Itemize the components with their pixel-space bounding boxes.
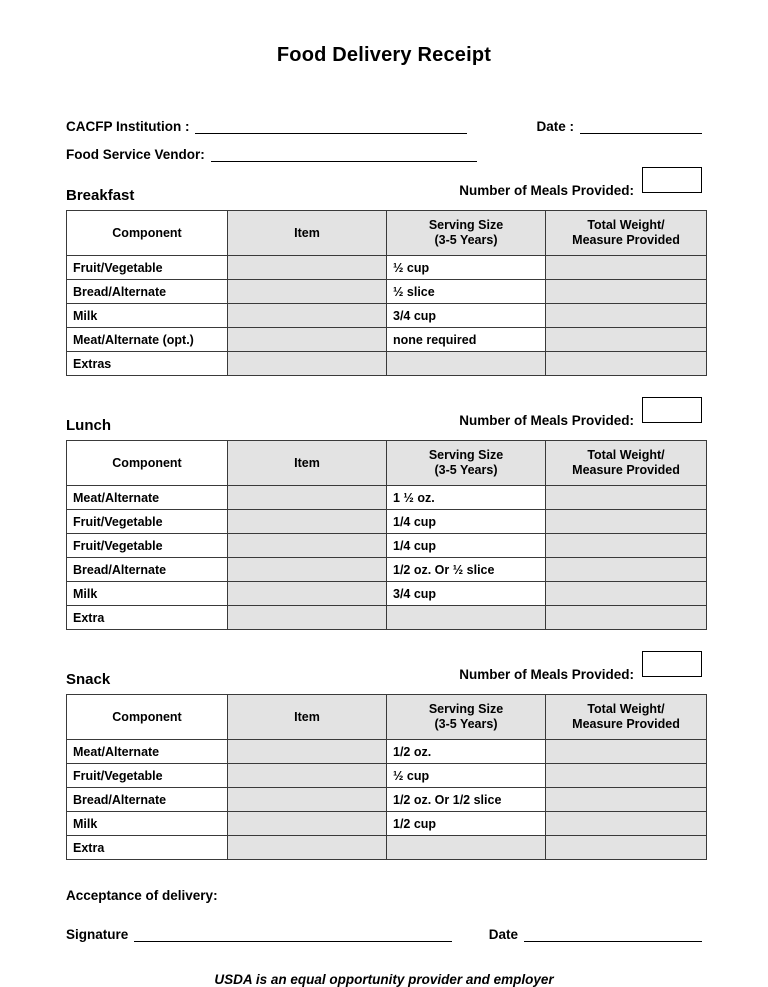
lunch-meals-label: Number of Meals Provided: <box>459 412 634 428</box>
row-total[interactable] <box>546 256 707 280</box>
vendor-row <box>66 147 702 162</box>
table-row <box>67 280 707 304</box>
table-row <box>67 256 707 280</box>
row-serving: 3/4 cup <box>387 582 546 606</box>
header-serving-size <box>387 695 546 740</box>
serving-size-line1: Serving Size <box>428 218 504 232</box>
table-row <box>67 486 707 510</box>
table-header-row <box>67 441 707 486</box>
serving-size-line1: Serving Size <box>428 702 504 716</box>
footer <box>66 888 702 987</box>
table-row <box>67 606 707 630</box>
row-serving: 1/2 oz. Or ½ slice <box>387 558 546 582</box>
breakfast-meals-input[interactable] <box>642 167 702 193</box>
row-serving: ½ slice <box>387 280 546 304</box>
header-item: Item <box>228 695 387 740</box>
row-component: Extra <box>67 836 228 860</box>
row-item[interactable] <box>228 558 387 582</box>
header-total-weight <box>546 441 707 486</box>
header-item: Item <box>228 211 387 256</box>
footer-date-label: Date <box>488 927 518 942</box>
snack-title: Snack <box>66 671 111 688</box>
header-serving-size <box>387 441 546 486</box>
snack-meals-provided <box>459 660 702 688</box>
row-total[interactable] <box>546 812 707 836</box>
footer-date-input[interactable] <box>524 927 702 942</box>
row-component: Bread/Alternate <box>67 788 228 812</box>
row-item[interactable] <box>228 304 387 328</box>
row-component: Meat/Alternate <box>67 486 228 510</box>
row-item[interactable] <box>228 486 387 510</box>
row-total[interactable] <box>546 328 707 352</box>
header-component: Component <box>67 211 228 256</box>
row-item[interactable] <box>228 534 387 558</box>
usda-statement: USDA is an equal opportunity provider and employer <box>214 972 554 987</box>
row-total[interactable] <box>546 534 707 558</box>
section-breakfast <box>66 176 702 376</box>
row-total[interactable] <box>546 836 707 860</box>
row-component: Extra <box>67 606 228 630</box>
serving-size-line2: (3-5 Years) <box>434 463 498 477</box>
section-lunch <box>66 406 702 630</box>
table-row <box>67 812 707 836</box>
row-item[interactable] <box>228 606 387 630</box>
serving-size-line2: (3-5 Years) <box>434 717 498 731</box>
row-total[interactable] <box>546 740 707 764</box>
breakfast-header <box>66 176 702 204</box>
row-serving: 3/4 cup <box>387 304 546 328</box>
table-header-row <box>67 211 707 256</box>
snack-meals-label: Number of Meals Provided: <box>459 666 634 682</box>
row-item[interactable] <box>228 764 387 788</box>
lunch-table <box>66 440 707 630</box>
lunch-title: Lunch <box>66 417 111 434</box>
row-component: Milk <box>67 582 228 606</box>
row-item[interactable] <box>228 788 387 812</box>
vendor-label: Food Service Vendor: <box>66 147 205 162</box>
signature-input[interactable] <box>134 927 452 942</box>
header-component: Component <box>67 695 228 740</box>
vendor-input[interactable] <box>211 147 477 162</box>
row-component: Bread/Alternate <box>67 280 228 304</box>
row-serving: ½ cup <box>387 764 546 788</box>
header-component: Component <box>67 441 228 486</box>
row-serving <box>387 352 546 376</box>
table-row <box>67 740 707 764</box>
table-row <box>67 534 707 558</box>
institution-row <box>66 119 702 134</box>
institution-input[interactable] <box>195 119 467 134</box>
document-page <box>0 44 768 987</box>
row-item[interactable] <box>228 812 387 836</box>
row-component: Milk <box>67 812 228 836</box>
date-group <box>536 119 702 134</box>
serving-size-line1: Serving Size <box>428 448 504 462</box>
row-item[interactable] <box>228 328 387 352</box>
breakfast-table <box>66 210 707 376</box>
signature-label: Signature <box>66 927 129 942</box>
row-component: Fruit/Vegetable <box>67 534 228 558</box>
row-total[interactable] <box>546 280 707 304</box>
row-total[interactable] <box>546 764 707 788</box>
total-weight-line2: Measure Provided <box>572 233 680 247</box>
page-title: Food Delivery Receipt <box>276 44 492 66</box>
row-serving: 1/2 oz. Or 1/2 slice <box>387 788 546 812</box>
total-weight-line1: Total Weight/ <box>587 702 665 716</box>
row-serving: 1/4 cup <box>387 510 546 534</box>
row-item[interactable] <box>228 280 387 304</box>
row-item[interactable] <box>228 836 387 860</box>
table-row <box>67 558 707 582</box>
header-item: Item <box>228 441 387 486</box>
table-row <box>67 764 707 788</box>
table-header-row <box>67 695 707 740</box>
row-component: Extras <box>67 352 228 376</box>
row-serving: 1 ½ oz. <box>387 486 546 510</box>
table-row <box>67 582 707 606</box>
lunch-meals-provided <box>459 406 702 434</box>
total-weight-line2: Measure Provided <box>572 717 680 731</box>
row-total[interactable] <box>546 304 707 328</box>
breakfast-title: Breakfast <box>66 187 135 204</box>
acceptance-label: Acceptance of delivery: <box>66 888 218 903</box>
header-total-weight <box>546 211 707 256</box>
row-total[interactable] <box>546 606 707 630</box>
table-row <box>67 836 707 860</box>
row-item[interactable] <box>228 582 387 606</box>
header-serving-size <box>387 211 546 256</box>
snack-table <box>66 694 707 860</box>
row-component: Meat/Alternate <box>67 740 228 764</box>
row-serving: 1/2 oz. <box>387 740 546 764</box>
breakfast-meals-provided <box>459 176 702 204</box>
row-total[interactable] <box>546 510 707 534</box>
row-item[interactable] <box>228 256 387 280</box>
row-total[interactable] <box>546 788 707 812</box>
breakfast-meals-label: Number of Meals Provided: <box>459 182 634 198</box>
table-row <box>67 352 707 376</box>
lunch-meals-input[interactable] <box>642 397 702 423</box>
row-component: Fruit/Vegetable <box>67 256 228 280</box>
signature-row <box>66 927 702 942</box>
row-item[interactable] <box>228 352 387 376</box>
row-item[interactable] <box>228 740 387 764</box>
date-label: Date : <box>536 119 574 134</box>
row-component: Meat/Alternate (opt.) <box>67 328 228 352</box>
row-item[interactable] <box>228 510 387 534</box>
total-weight-line1: Total Weight/ <box>587 218 665 232</box>
institution-label: CACFP Institution : <box>66 119 190 134</box>
row-serving <box>387 836 546 860</box>
row-component: Fruit/Vegetable <box>67 510 228 534</box>
row-component: Fruit/Vegetable <box>67 764 228 788</box>
section-snack <box>66 660 702 860</box>
row-total[interactable] <box>546 352 707 376</box>
row-serving: ½ cup <box>387 256 546 280</box>
row-serving: 1/2 cup <box>387 812 546 836</box>
header-fields <box>66 119 702 162</box>
row-component: Milk <box>67 304 228 328</box>
row-total[interactable] <box>546 582 707 606</box>
table-row <box>67 788 707 812</box>
row-serving: none required <box>387 328 546 352</box>
snack-meals-input[interactable] <box>642 651 702 677</box>
row-total[interactable] <box>546 558 707 582</box>
row-serving: 1/4 cup <box>387 534 546 558</box>
date-input[interactable] <box>580 119 702 134</box>
header-total-weight <box>546 695 707 740</box>
row-serving <box>387 606 546 630</box>
table-row <box>67 328 707 352</box>
table-row <box>67 510 707 534</box>
row-total[interactable] <box>546 486 707 510</box>
serving-size-line2: (3-5 Years) <box>434 233 498 247</box>
row-component: Bread/Alternate <box>67 558 228 582</box>
table-row <box>67 304 707 328</box>
lunch-header <box>66 406 702 434</box>
snack-header <box>66 660 702 688</box>
total-weight-line2: Measure Provided <box>572 463 680 477</box>
total-weight-line1: Total Weight/ <box>587 448 665 462</box>
